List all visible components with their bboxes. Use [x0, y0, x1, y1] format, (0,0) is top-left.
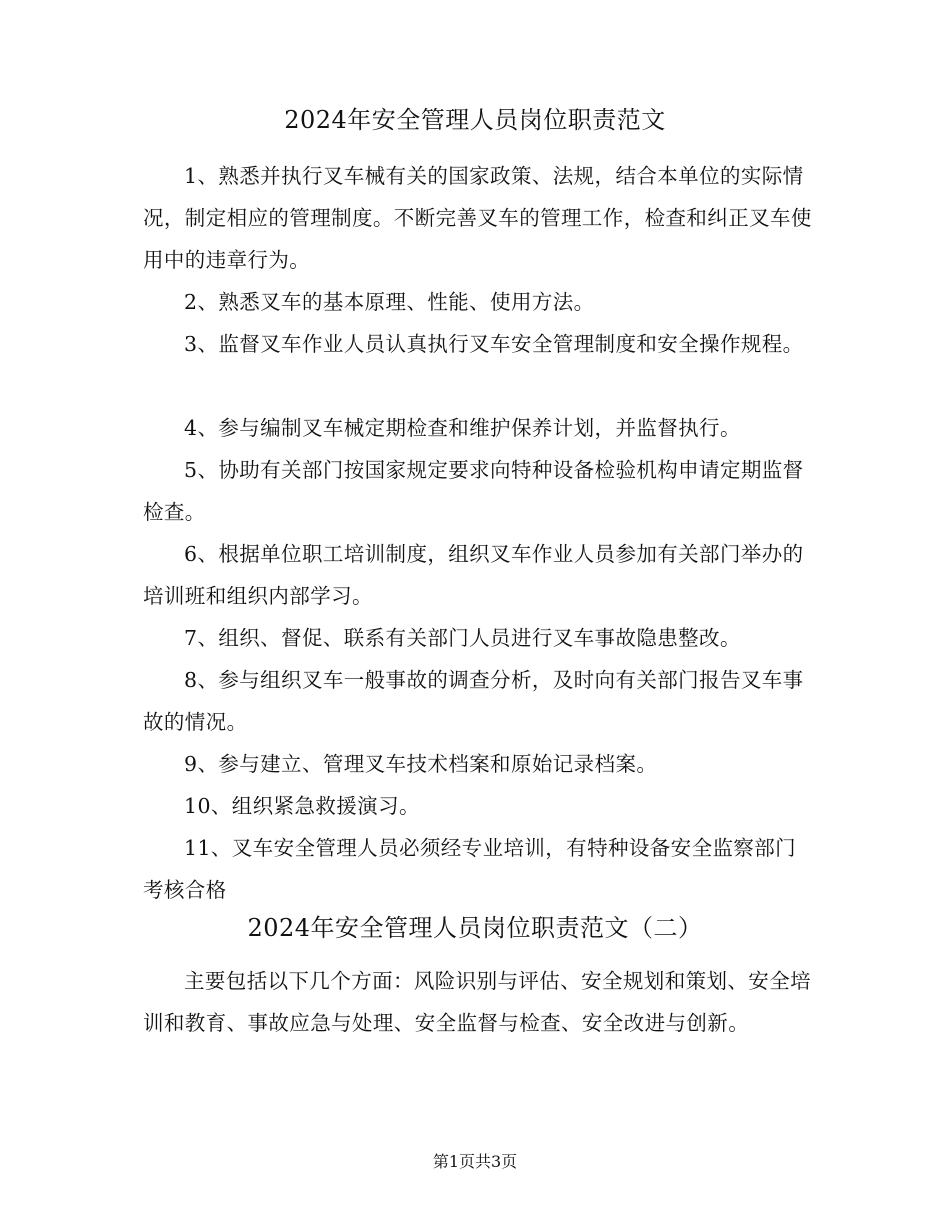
paragraph-item-9: 9、参与建立、管理叉车技术档案和原始记录档案。	[184, 752, 658, 776]
section-title-2: 2024年安全管理人员岗位职责范文（二）	[247, 914, 703, 942]
paragraph-item-3: 3、监督叉车作业人员认真执行叉车安全管理制度和安全操作规程。	[184, 332, 804, 356]
paragraph-item-6: 6、根据单位职工培训制度，组织叉车作业人员参加有关部门举办的培训班和组织内部学习。	[143, 542, 804, 608]
paragraph-item-10: 10、组织紧急救援演习。	[184, 794, 420, 818]
paragraph-item-4: 4、参与编制叉车械定期检查和维护保养计划，并监督执行。	[184, 416, 741, 440]
paragraph-item-2: 2、熟悉叉车的基本原理、性能、使用方法。	[184, 290, 595, 314]
paragraph-item-8: 8、参与组织叉车一般事故的调查分析，及时向有关部门报告叉车事故的情况。	[143, 668, 804, 734]
paragraph-item-1: 1、熟悉并执行叉车械有关的国家政策、法规，结合本单位的实际情况，制定相应的管理制度。不断完善叉车的管理工作，检查和纠正叉车使用中的违章行为。	[143, 164, 812, 272]
paragraph-item-7: 7、组织、督促、联系有关部门人员进行叉车事故隐患整改。	[184, 626, 741, 650]
page-number-footer: 第1页共3页	[432, 1152, 518, 1171]
document-title: 2024年安全管理人员岗位职责范文	[284, 106, 666, 134]
paragraph-item-11: 11、叉车安全管理人员必须经专业培训，有特种设备安全监察部门考核合格	[143, 836, 797, 902]
paragraph-item-5: 5、协助有关部门按国家规定要求向特种设备检验机构申请定期监督检查。	[143, 458, 804, 524]
intro-paragraph-2: 主要包括以下几个方面：风险识别与评估、安全规划和策划、安全培训和教育、事故应急与处理、安全监督与检查、安全改进与创新。	[143, 969, 811, 1035]
